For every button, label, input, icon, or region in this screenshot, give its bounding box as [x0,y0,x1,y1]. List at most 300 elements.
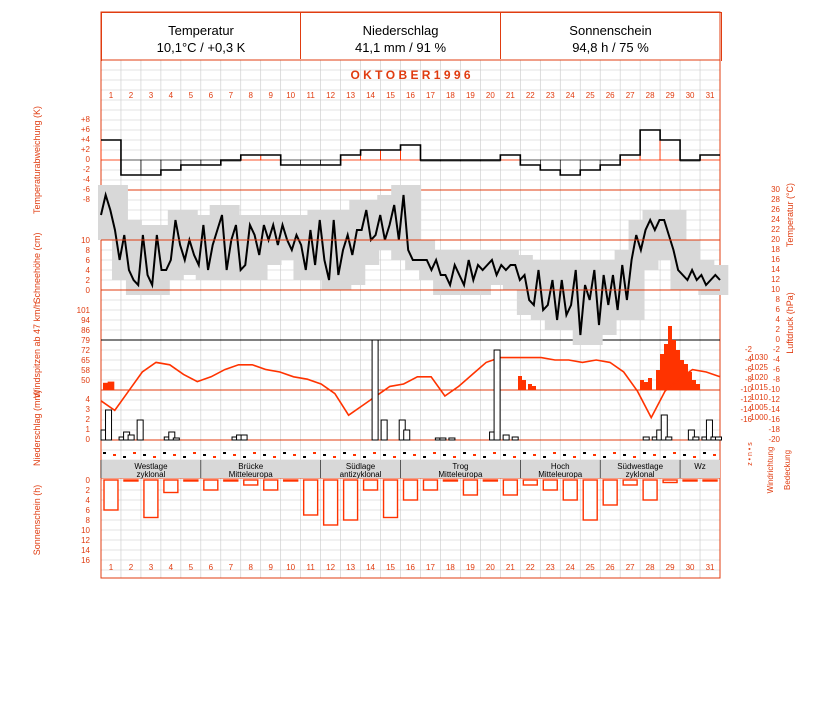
sunshine-bar [603,480,617,505]
month-title: O K T O B E R 1 9 9 6 [350,68,471,82]
wind-gust-bar [644,382,648,390]
temperature-tick: -4 [772,355,780,364]
wind-direction-mark [113,454,116,456]
temperature-range-band [280,215,296,260]
day-label-bottom: 17 [426,563,435,572]
day-label-bottom: 9 [268,563,273,572]
weather-type-subname: Mitteleuropa [228,470,273,479]
temperature-range-band [545,260,561,330]
sunshine-bar [443,480,457,481]
sunshine-bar [144,480,158,518]
temperature-tick: 14 [771,265,780,274]
day-label-top: 11 [306,91,315,100]
wind-gust-tick: 58 [81,366,90,375]
wind-gust-bar [684,364,688,390]
temp-deviation-tick: +8 [80,115,90,124]
wind-direction-mark [663,456,666,458]
day-label-bottom: 30 [685,563,695,572]
wind-direction-mark [413,454,416,456]
header-precipitation-value: 41,1 mm / 91 % [354,40,447,55]
wind-direction-mark [533,454,536,456]
temperature-tick: 4 [775,315,780,324]
temperature-tick: -20 [768,435,780,444]
temperature-tick: -10 [740,385,752,394]
temperature-axis-title: Temperatur (°C) [785,182,795,248]
day-label-bottom: 25 [585,563,595,572]
weather-type-name: Südwestlage [617,462,664,471]
precipitation-bar [241,435,247,440]
sunshine-tick: 2 [85,486,90,495]
temperature-range-band [684,240,700,290]
sunshine-bar [104,480,118,510]
temp-deviation-tick: -2 [82,165,90,174]
sunshine-bar [423,480,437,490]
pressure-tick: 1020 [750,373,768,382]
day-label-top: 22 [525,91,535,100]
precipitation-bar [494,350,500,440]
temp-deviation-bar [560,160,580,175]
sunshine-bar [164,480,178,493]
sunshine-bar [404,480,418,500]
temp-deviation-bar [381,150,401,160]
wind-direction-mark [273,456,276,458]
day-label-top: 14 [366,91,376,100]
temperature-tick: 18 [771,245,780,254]
sunshine-bar [224,480,238,481]
wind-direction-mark [673,452,676,454]
temp-deviation-tick: -4 [82,175,90,184]
day-label-bottom: 22 [525,563,535,572]
weather-type-subname: zyklonal [136,470,166,479]
precipitation-bar [381,420,387,440]
day-label-top: 31 [705,91,715,100]
temperature-tick: -4 [744,355,752,364]
sunshine-bar [643,480,657,500]
wind-direction-mark [473,454,476,456]
wind-direction-mark [243,456,246,458]
wind-direction-label: Windrichtung [766,446,775,494]
temp-deviation-bar [121,160,141,175]
day-label-top: 18 [445,91,455,100]
temp-deviation-bar [580,160,600,170]
wind-direction-mark [623,454,626,456]
day-label-bottom: 27 [625,563,635,572]
wind-gust-bar [676,350,680,390]
precipitation-bar [666,437,672,440]
day-label-top: 15 [386,91,395,100]
precipitation-bar [173,438,179,440]
wind-direction-mark [223,452,226,454]
temperature-range-band [447,250,463,295]
wind-gust-axis-title: Windspitzen ab 47 km/h [32,301,42,399]
day-label-top: 5 [188,91,194,100]
temperature-range-band [461,250,477,295]
wind-direction-mark [153,456,156,458]
precipitation-bar [715,437,721,440]
temperature-tick: 10 [771,285,780,294]
temperature-tick: -8 [744,375,752,384]
precipitation-bar [643,437,649,440]
day-label-bottom: 2 [128,563,134,572]
sunshine-bar [503,480,517,495]
precipitation-bar [440,438,446,440]
wind-direction-mark [363,456,366,458]
day-label-bottom: 19 [465,563,475,572]
sunshine-bar [463,480,477,495]
wind-gust-bar [108,382,115,390]
sunshine-tick: 12 [81,536,90,545]
weather-type-name: Wz [694,462,706,471]
temperature-range-band [307,210,323,280]
precipitation-bar [661,415,667,440]
day-label-bottom: 18 [445,563,455,572]
wind-direction-mark [593,454,596,456]
wind-direction-mark [613,452,616,454]
precipitation-bar [404,430,410,440]
wind-gust-bar [640,380,644,390]
temp-deviation-tick: 0 [85,155,90,164]
day-label-bottom: 6 [208,563,214,572]
temperature-tick: 0 [775,335,780,344]
wind-direction-mark [333,456,336,458]
temperature-tick: -18 [768,425,780,434]
day-label-bottom: 23 [545,563,555,572]
snow-depth-tick: 2 [85,276,90,285]
temp-deviation-bar [401,145,421,160]
temperature-range-band [210,205,226,280]
sunshine-bar [703,480,717,481]
precipitation-tick: 1 [85,425,90,434]
wind-gust-tick: 50 [81,376,90,385]
temperature-tick: -14 [768,405,780,414]
wind-direction-mark [543,456,546,458]
day-label-bottom: 12 [326,563,336,572]
temperature-tick: 26 [771,205,780,214]
wind-direction-mark [443,454,446,456]
day-label-bottom: 3 [148,563,154,572]
sunshine-bar [204,480,218,490]
temperature-range-band [196,215,212,280]
temperature-tick: -16 [768,415,780,424]
day-label-top: 12 [326,91,336,100]
wind-direction-mark [193,452,196,454]
wind-direction-mark [353,454,356,456]
wind-direction-mark [703,452,706,454]
wind-direction-mark [563,454,566,456]
wind-direction-mark [643,452,646,454]
sunshine-tick: 10 [81,526,90,535]
day-label-top: 17 [426,91,435,100]
temp-deviation-bar [640,130,660,160]
temperature-tick: -2 [772,345,780,354]
pressure-tick: 1030 [750,353,768,362]
header-temperature-label: Temperatur [168,23,234,38]
wind-direction-mark [553,452,556,454]
temperature-range-band [475,250,491,295]
wind-direction-mark [583,452,586,454]
weather-type-subname: Mitteleuropa [538,470,583,479]
wind-gust-bar [692,380,696,390]
pressure-line [101,358,720,418]
day-label-bottom: 8 [248,563,253,572]
wind-direction-mark [683,454,686,456]
day-label-top: 24 [565,91,575,100]
sunshine-bar [184,480,198,481]
weather-type-subname: Mitteleuropa [438,470,483,479]
temperature-tick: -6 [772,365,780,374]
temperature-range-band [656,210,672,260]
snow-depth-tick: 0 [85,286,90,295]
temperature-range-band [391,185,407,260]
sunshine-bar [304,480,318,515]
day-label-top: 21 [505,91,515,100]
temperature-range-band [126,220,142,295]
wind-gust-bar [518,376,522,390]
day-label-top: 6 [208,91,214,100]
wind-gust-tick: 94 [81,316,90,325]
wind-direction-mark [183,456,186,458]
temp-deviation-bar [361,150,381,160]
wind-direction-mark [143,454,146,456]
temp-deviation-axis-title: Temperaturabweichung (K) [32,105,42,215]
temperature-range-band [405,185,421,270]
wind-direction-mark [213,456,216,458]
day-label-top: 16 [406,91,415,100]
day-label-top: 28 [645,91,655,100]
wind-direction-mark [283,452,286,454]
cloud-cover-label: Bedeckung [783,449,792,491]
sunshine-bar [344,480,358,520]
temp-deviation-tick: +4 [80,135,90,144]
sunshine-bar [583,480,597,520]
wind-direction-mark [403,452,406,454]
day-label-top: 9 [268,91,273,100]
day-label-bottom: 4 [168,563,174,572]
wind-direction-mark [133,452,136,454]
temperature-tick: -8 [772,375,780,384]
precipitation-tick: 3 [85,405,90,414]
snow-depth-tick: 10 [81,236,90,245]
wind-direction-mark [523,452,526,454]
wind-direction-marks: z • n • s [747,442,754,466]
day-label-top: 29 [665,91,675,100]
weather-type-name: Westlage [134,462,168,471]
temperature-range-band [517,255,533,315]
wind-direction-mark [203,454,206,456]
header-temperature-value: 10,1°C / +0,3 K [156,40,246,55]
sunshine-tick: 6 [85,506,90,515]
sunshine-bar [124,480,138,481]
temperature-range-band [433,250,449,295]
day-label-bottom: 26 [605,563,615,572]
day-label-bottom: 1 [108,563,114,572]
wind-gust-tick: 65 [81,356,90,365]
temperature-tick: 8 [775,295,780,304]
precipitation-bar [372,340,378,440]
pressure-tick: 1000 [750,413,768,422]
wind-direction-mark [693,456,696,458]
day-label-top: 3 [148,91,154,100]
day-label-top: 10 [286,91,296,100]
day-label-bottom: 28 [645,563,655,572]
sunshine-tick: 4 [85,496,90,505]
day-label-top: 13 [346,91,356,100]
sunshine-tick: 0 [85,476,90,485]
day-label-top: 25 [585,91,595,100]
temperature-tick: 12 [771,275,780,284]
weather-type-name: Südlage [345,462,376,471]
temperature-tick: 2 [775,325,780,334]
wind-direction-mark [653,454,656,456]
weather-type-name: Brücke [238,462,264,471]
sunshine-bar [483,480,497,481]
day-label-top: 1 [108,91,114,100]
wind-direction-mark [383,454,386,456]
wind-direction-mark [323,454,326,456]
day-label-bottom: 5 [188,563,194,572]
wind-direction-mark [173,454,176,456]
temperature-tick: 28 [771,195,780,204]
temp-deviation-bar [540,160,560,170]
wind-gust-tick: 86 [81,326,90,335]
wind-gust-bar [648,378,652,390]
day-label-bottom: 24 [565,563,575,572]
wind-direction-mark [233,454,236,456]
sunshine-bar [384,480,398,518]
temperature-tick: 22 [771,225,780,234]
day-label-top: 2 [128,91,134,100]
sunshine-tick: 14 [81,546,90,555]
day-label-bottom: 31 [705,563,715,572]
wind-gust-tick: 101 [76,306,90,315]
temp-deviation-step-line [101,130,720,175]
wind-gust-bar [532,386,536,390]
temp-deviation-bar [141,160,161,175]
temp-deviation-tick: -6 [82,185,90,194]
wind-gust-bar [656,370,660,390]
wind-direction-mark [483,456,486,458]
header-precipitation-label: Niederschlag [362,23,439,38]
sunshine-bar [543,480,557,490]
wind-direction-mark [713,454,716,456]
precipitation-bar [512,437,518,440]
wind-gust-bar [660,354,664,390]
day-label-top: 19 [465,91,475,100]
wind-direction-mark [603,456,606,458]
wind-direction-mark [313,452,316,454]
wind-gust-bar [664,344,668,390]
sunshine-bar [244,480,258,485]
day-label-bottom: 29 [665,563,675,572]
day-label-bottom: 14 [366,563,376,572]
pressure-tick: 1025 [750,363,768,372]
temperature-tick: -2 [744,345,752,354]
weather-type-subname: zyklonal [625,470,655,479]
day-label-top: 30 [685,91,695,100]
day-label-bottom: 21 [505,563,515,572]
temperature-tick: 16 [771,255,780,264]
day-label-top: 27 [625,91,635,100]
weather-type-name: Hoch [550,462,570,471]
weather-type-name: Trog [452,462,469,471]
sunshine-tick: 16 [81,556,90,565]
temp-deviation-tick: -8 [82,195,90,204]
wind-gust-tick: 79 [81,336,90,345]
precipitation-bar [693,437,699,440]
wind-direction-mark [393,456,396,458]
temp-deviation-tick: +6 [80,125,90,134]
day-label-bottom: 15 [386,563,395,572]
sunshine-bar [523,480,537,485]
day-label-top: 23 [545,91,555,100]
wind-gust-bar [688,372,692,390]
wind-gust-bar [522,380,526,390]
pressure-tick: 1015 [750,383,768,392]
wind-direction-mark [453,456,456,458]
sunshine-bar [324,480,338,525]
precipitation-bar [106,410,112,440]
weather-type-subname: antizyklonal [339,470,382,479]
precipitation-tick: 2 [85,415,90,424]
wind-direction-mark [123,456,126,458]
precipitation-bar [449,438,455,440]
pressure-tick: 1010 [750,393,768,402]
snow-depth-axis-title: Schneehöhe (cm) [32,232,42,304]
wind-direction-mark [633,456,636,458]
day-label-bottom: 11 [306,563,315,572]
day-label-top: 7 [228,91,234,100]
precipitation-axis-title: Niederschlag (mm) [32,389,42,467]
sunshine-tick: 8 [85,516,90,525]
wind-direction-mark [303,456,306,458]
wind-direction-mark [423,456,426,458]
snow-depth-tick: 4 [85,266,90,275]
wind-direction-mark [253,452,256,454]
temperature-tick: -10 [768,385,780,394]
snow-depth-tick: 6 [85,256,90,265]
pressure-axis-title: Luftdruck (hPa) [785,292,795,354]
wind-gust-bar [528,384,532,390]
snow-depth-tick: 8 [85,246,90,255]
day-label-bottom: 10 [286,563,296,572]
temperature-tick: -14 [740,405,752,414]
wind-gust-tick: 72 [81,346,90,355]
header-sunshine-label: Sonnenschein [569,23,652,38]
sunshine-bar [663,480,677,483]
wind-direction-mark [263,454,266,456]
wind-direction-mark [493,452,496,454]
sunshine-bar [563,480,577,500]
wind-gust-bar [668,326,672,390]
header-sunshine-value: 94,8 h / 75 % [572,40,649,55]
temperature-tick: -16 [740,415,752,424]
temp-deviation-bar [161,160,181,170]
sunshine-bar [264,480,278,490]
day-label-bottom: 16 [406,563,415,572]
wind-direction-mark [163,452,166,454]
temperature-tick: 6 [775,305,780,314]
wind-direction-mark [513,456,516,458]
wind-direction-mark [343,452,346,454]
wind-direction-mark [463,452,466,454]
sunshine-bar [364,480,378,490]
day-label-top: 8 [248,91,253,100]
sunshine-bar [683,480,697,481]
pressure-tick: 1005 [750,403,768,412]
wind-direction-mark [433,452,436,454]
wind-gust-bar [696,384,700,390]
temperature-tick: 24 [771,215,780,224]
